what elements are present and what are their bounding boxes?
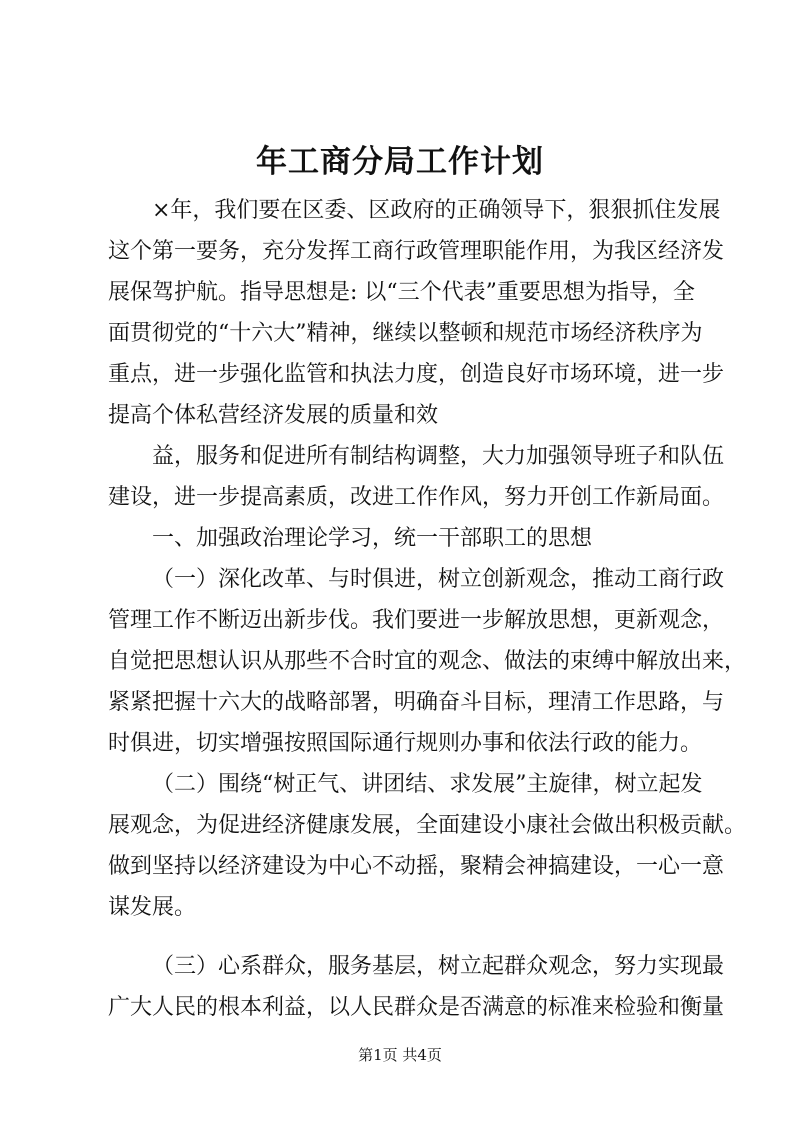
paragraph-line: 紧紧把握十六大的战略部署，明确奋斗目标，理清工作思路，与 <box>108 690 725 715</box>
paragraph-line: 管理工作不断迈出新步伐。我们要进一步解放思想，更新观念， <box>108 608 725 633</box>
paragraph-line: （一）深化改革、与时俱进，树立创新观念，推动工商行政 <box>152 567 725 592</box>
paragraph-line: 一、加强政治理论学习，统一干部职工的思想 <box>152 526 593 551</box>
paragraph-line: 益，服务和促进所有制结构调整，大力加强领导班子和队伍 <box>152 444 725 469</box>
paragraph-4 <box>108 764 747 928</box>
paragraph-line: 自觉把思想认识从那些不合时宜的观念、做法的束缚中解放出来， <box>108 649 747 674</box>
document-title: 年工商分局工作计划 <box>256 144 544 180</box>
paragraph-line: （三）心系群众，服务基层，树立起群众观念，努力实现最 <box>152 954 725 979</box>
paragraph-line: 建设，进一步提高素质，改进工作作风，努力开创工作新局面。 <box>108 485 725 510</box>
paragraph-line: 这个第一要务，充分发挥工商行政管理职能作用，为我区经济发 <box>108 239 725 264</box>
paragraph-line: 做到坚持以经济建设为中心不动摇，聚精会神搞建设，一心一意 <box>108 854 725 879</box>
paragraph-3 <box>108 559 747 764</box>
paragraph-line: 提高个体私营经济发展的质量和效 <box>108 403 439 428</box>
paragraph-line: 时俱进，切实增强按照国际通行规则办事和依法行政的能力。 <box>108 731 703 756</box>
paragraph-2 <box>108 436 725 518</box>
paragraph-line: 广大人民的根本利益，以人民群众是否满意的标准来检验和衡量 <box>108 995 725 1020</box>
paragraph-line: 展保驾护航。指导思想是: 以“三个代表”重要思想为指导，全 <box>108 280 695 305</box>
paragraph-line: 重点，进一步强化监管和执法力度，创造良好市场环境，进一步 <box>108 362 725 387</box>
section-heading <box>108 518 708 559</box>
paragraph-line: 谋发展。 <box>108 895 197 920</box>
paragraph-line: 展观念，为促进经济健康发展，全面建设小康社会做出积极贡献。 <box>108 813 747 838</box>
paragraph-line: ×年，我们要在区委、区政府的正确领导下，狠狠抓住发展 <box>152 198 721 223</box>
paragraph-1 <box>108 190 725 436</box>
paragraph-line: （二）围绕“树正气、讲团结、求发展”主旋律，树立起发 <box>152 772 703 797</box>
document-body <box>108 190 747 1028</box>
page-footer: 第1页 共4页 <box>358 1046 442 1064</box>
paragraph-line: 面贯彻党的“十六大”精神，继续以整顿和规范市场经济秩序为 <box>108 321 703 346</box>
paragraph-5 <box>108 946 725 1028</box>
